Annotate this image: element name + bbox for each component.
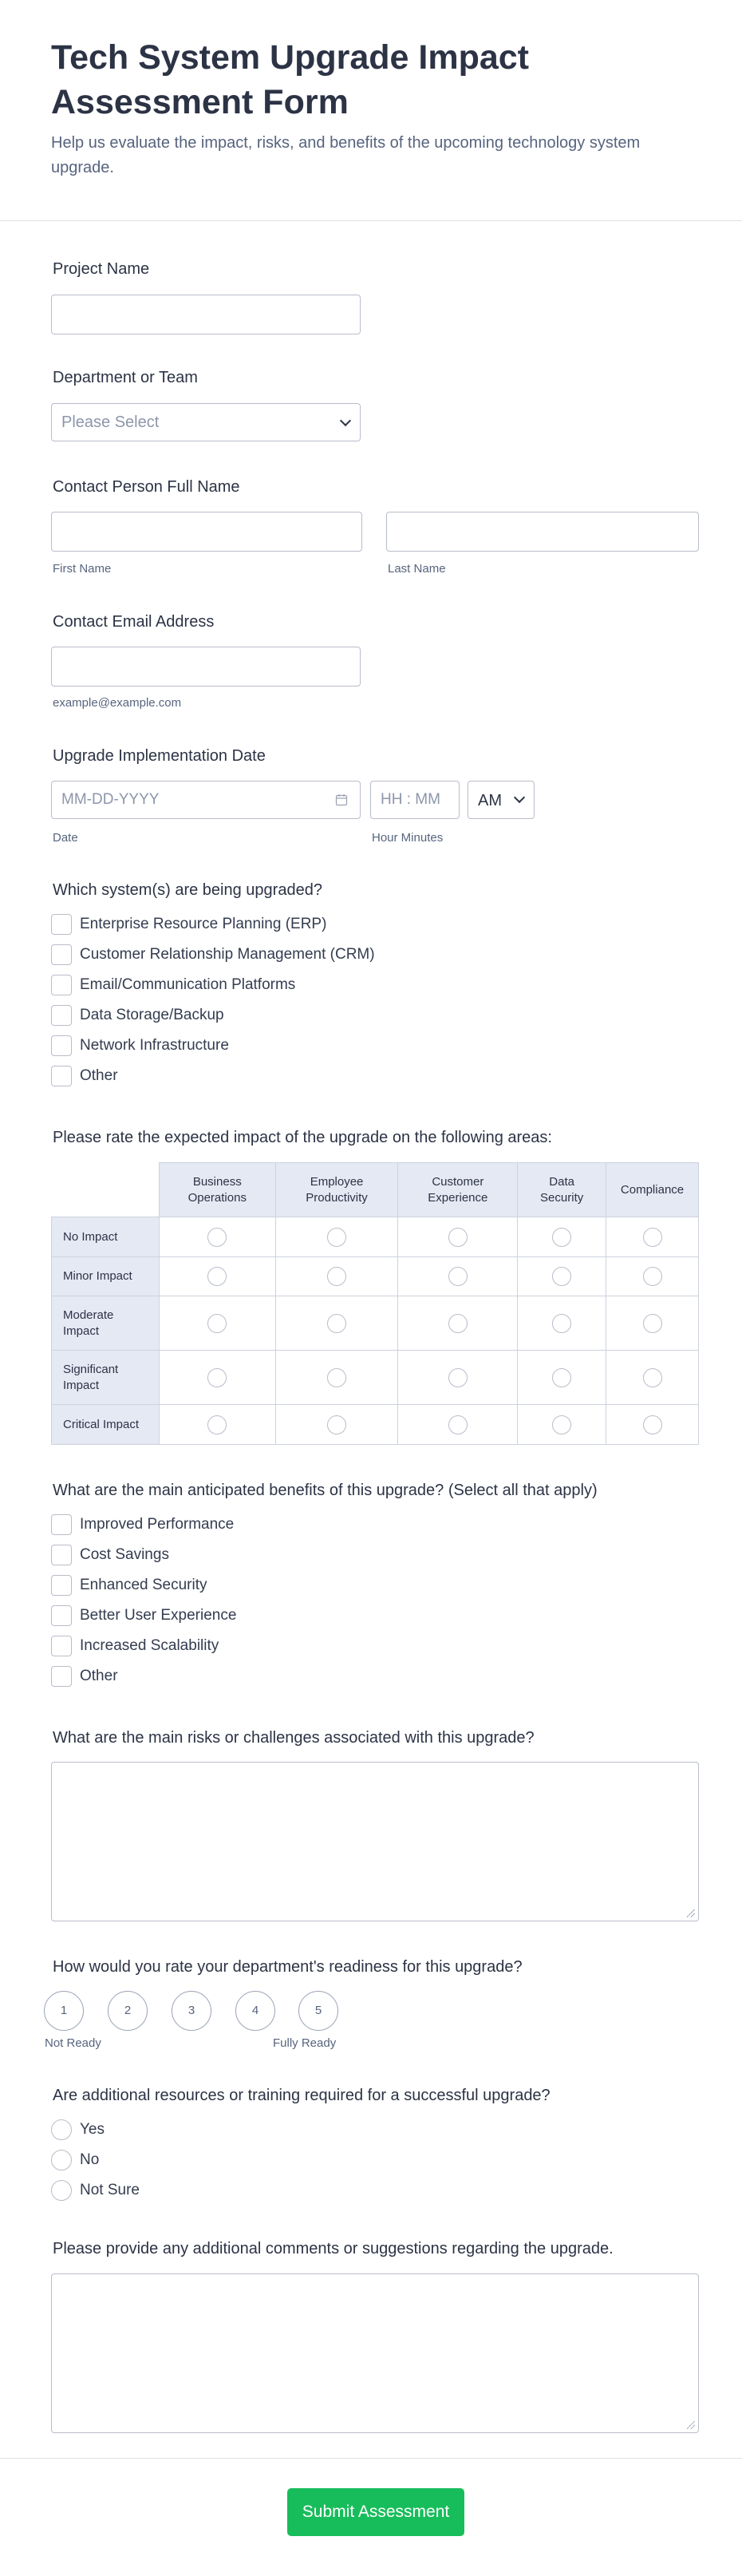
row-header-line: Impact [63,1324,100,1338]
checkbox-label: Other [80,1668,118,1684]
radio[interactable] [51,2119,72,2140]
page-subtitle-line1: Help us evaluate the impact, risks, and benefits of the upcoming technology system [51,134,641,152]
row-header-line: No Impact [63,1229,118,1244]
last-name-input[interactable] [386,512,699,552]
checkbox[interactable] [51,914,72,935]
email-label: Contact Email Address [53,613,215,631]
email-sublabel: example@example.com [53,696,182,710]
matrix-radio[interactable] [448,1314,468,1333]
matrix-row [52,1296,699,1351]
footer-divider [0,2458,742,2459]
chevron-down-icon [340,415,351,426]
radio-label: Yes [80,2121,105,2138]
scale-low-label: Not Ready [45,2036,101,2050]
matrix-radio[interactable] [643,1314,662,1333]
matrix-radio[interactable] [207,1267,227,1286]
matrix-radio[interactable] [207,1368,227,1387]
column-header-line: Operations [187,1190,247,1205]
matrix-row-header [52,1351,160,1405]
page-title [51,35,689,125]
checkbox[interactable] [51,944,72,965]
page-subtitle-line2: upgrade. [51,159,114,176]
matrix-radio[interactable] [327,1314,346,1333]
matrix-radio[interactable] [448,1228,468,1247]
row-header-line: Minor Impact [63,1269,132,1283]
checkbox[interactable] [51,1035,72,1056]
checkbox-label: Improved Performance [80,1516,235,1533]
header-divider [0,220,742,221]
department-select[interactable] [51,403,361,441]
scale-option-4[interactable]: 4 [235,1991,275,2031]
checkbox[interactable] [51,1545,72,1565]
checkbox[interactable] [51,975,72,995]
checkbox-label: Customer Relationship Management (CRM) [80,946,375,963]
matrix-radio[interactable] [207,1415,227,1434]
resources-label: Are additional resources or training required for a successful upgrade? [53,2087,551,2104]
checkbox[interactable] [51,1575,72,1596]
matrix-radio[interactable] [643,1415,662,1434]
matrix-radio[interactable] [552,1267,571,1286]
department-placeholder: Please Select [61,414,160,431]
ampm-select[interactable] [468,781,535,819]
checkbox-label: Email/Communication Platforms [80,976,296,993]
checkbox[interactable] [51,1005,72,1026]
column-header-line: Employee [310,1174,364,1189]
row-header-line: Significant [63,1362,119,1376]
matrix-column-header [275,1163,398,1217]
checkbox[interactable] [51,1514,72,1535]
last-name-sublabel: Last Name [388,562,446,576]
date-placeholder: MM-DD-YYYY [61,791,160,808]
project-name-input[interactable] [51,295,361,334]
matrix-radio[interactable] [643,1368,662,1387]
risks-textarea[interactable] [51,1762,699,1921]
radio-label: Not Sure [80,2182,140,2198]
matrix-row [52,1351,699,1405]
row-header-line: Impact [63,1378,100,1392]
column-header-line: Business [192,1174,242,1189]
matrix-radio[interactable] [552,1228,571,1247]
matrix-radio[interactable] [552,1368,571,1387]
column-header-line: Productivity [306,1190,368,1205]
time-sublabel: Hour Minutes [372,831,444,845]
column-header-line: Experience [428,1190,488,1205]
matrix-radio[interactable] [207,1228,227,1247]
readiness-label: How would you rate your department's readiness for this upgrade? [53,1958,523,1976]
checkbox-label: Better User Experience [80,1607,237,1624]
page-title-line1: Tech System Upgrade Impact [51,38,529,77]
matrix-row-header [52,1405,160,1445]
comments-textarea[interactable] [51,2273,699,2433]
checkbox-label: Enhanced Security [80,1577,207,1593]
matrix-radio[interactable] [448,1415,468,1434]
matrix-row [52,1217,699,1257]
matrix-row [52,1257,699,1296]
matrix-radio[interactable] [327,1415,346,1434]
matrix-radio[interactable] [448,1267,468,1286]
first-name-sublabel: First Name [53,562,112,576]
date-input[interactable] [51,781,361,819]
row-header-line: Moderate [63,1308,114,1322]
submit-button[interactable]: Submit Assessment [287,2488,464,2536]
matrix-column-header [518,1163,606,1217]
matrix-corner [52,1163,160,1217]
matrix-column-header [606,1163,699,1217]
scale-high-label: Fully Ready [273,2036,337,2050]
date-label: Upgrade Implementation Date [53,747,266,765]
calendar-icon[interactable] [335,793,348,806]
impact-matrix [51,1162,699,1445]
matrix-radio[interactable] [327,1228,346,1247]
department-label: Department or Team [53,369,198,386]
project-name-label: Project Name [53,260,150,278]
matrix-radio[interactable] [552,1314,571,1333]
time-input[interactable] [370,781,460,819]
row-header-line: Critical Impact [63,1417,140,1431]
resize-grip-icon[interactable] [687,2421,695,2429]
email-input[interactable] [51,647,361,687]
matrix-row [52,1405,699,1445]
checkbox[interactable] [51,1066,72,1086]
comments-label: Please provide any additional comments or suggestions regarding the upgrade. [53,2240,614,2257]
checkbox-label: Enterprise Resource Planning (ERP) [80,916,327,932]
resize-grip-icon[interactable] [687,1909,695,1917]
matrix-row-header [52,1257,160,1296]
scale-option-1[interactable]: 1 [44,1991,84,2031]
column-header-line: Security [540,1190,584,1205]
scale-option-2[interactable]: 2 [108,1991,148,2031]
matrix-row-header [52,1296,160,1351]
scale-option-5[interactable]: 5 [298,1991,338,2031]
column-header-line: Data [549,1174,574,1189]
matrix-radio[interactable] [552,1415,571,1434]
matrix-column-header [398,1163,518,1217]
date-sublabel: Date [53,831,78,845]
column-header-line: Compliance [620,1182,685,1197]
matrix-radio[interactable] [643,1228,662,1247]
chevron-down-icon [514,792,525,803]
page-subtitle [51,131,705,180]
ampm-value: AM [478,792,502,809]
checkbox-label: Other [80,1067,118,1084]
scale-option-3[interactable]: 3 [172,1991,211,2031]
checkbox[interactable] [51,1666,72,1687]
checkbox-label: Cost Savings [80,1546,169,1563]
checkbox-label: Data Storage/Backup [80,1007,224,1023]
column-header-line: Customer [432,1174,484,1189]
impact-label: Please rate the expected impact of the upgrade on the following areas: [53,1129,552,1146]
checkbox[interactable] [51,1605,72,1626]
matrix-radio[interactable] [448,1368,468,1387]
checkbox-label: Network Infrastructure [80,1037,229,1054]
risks-label: What are the main risks or challenges associated with this upgrade? [53,1729,535,1747]
checkbox-label: Increased Scalability [80,1637,219,1654]
first-name-input[interactable] [51,512,362,552]
page-title-line2: Assessment Form [51,83,349,121]
matrix-radio[interactable] [207,1314,227,1333]
radio[interactable] [51,2150,72,2170]
matrix-row-header [52,1217,160,1257]
systems-label: Which system(s) are being upgraded? [53,881,322,899]
contact-name-label: Contact Person Full Name [53,478,240,496]
benefits-label: What are the main anticipated benefits of this upgrade? (Select all that apply) [53,1482,598,1499]
checkbox[interactable] [51,1636,72,1656]
time-placeholder: HH : MM [381,791,440,808]
radio-label: No [80,2151,100,2168]
matrix-radio[interactable] [643,1267,662,1286]
matrix-column-header [159,1163,275,1217]
matrix-radio[interactable] [327,1267,346,1286]
radio[interactable] [51,2180,72,2201]
matrix-radio[interactable] [327,1368,346,1387]
